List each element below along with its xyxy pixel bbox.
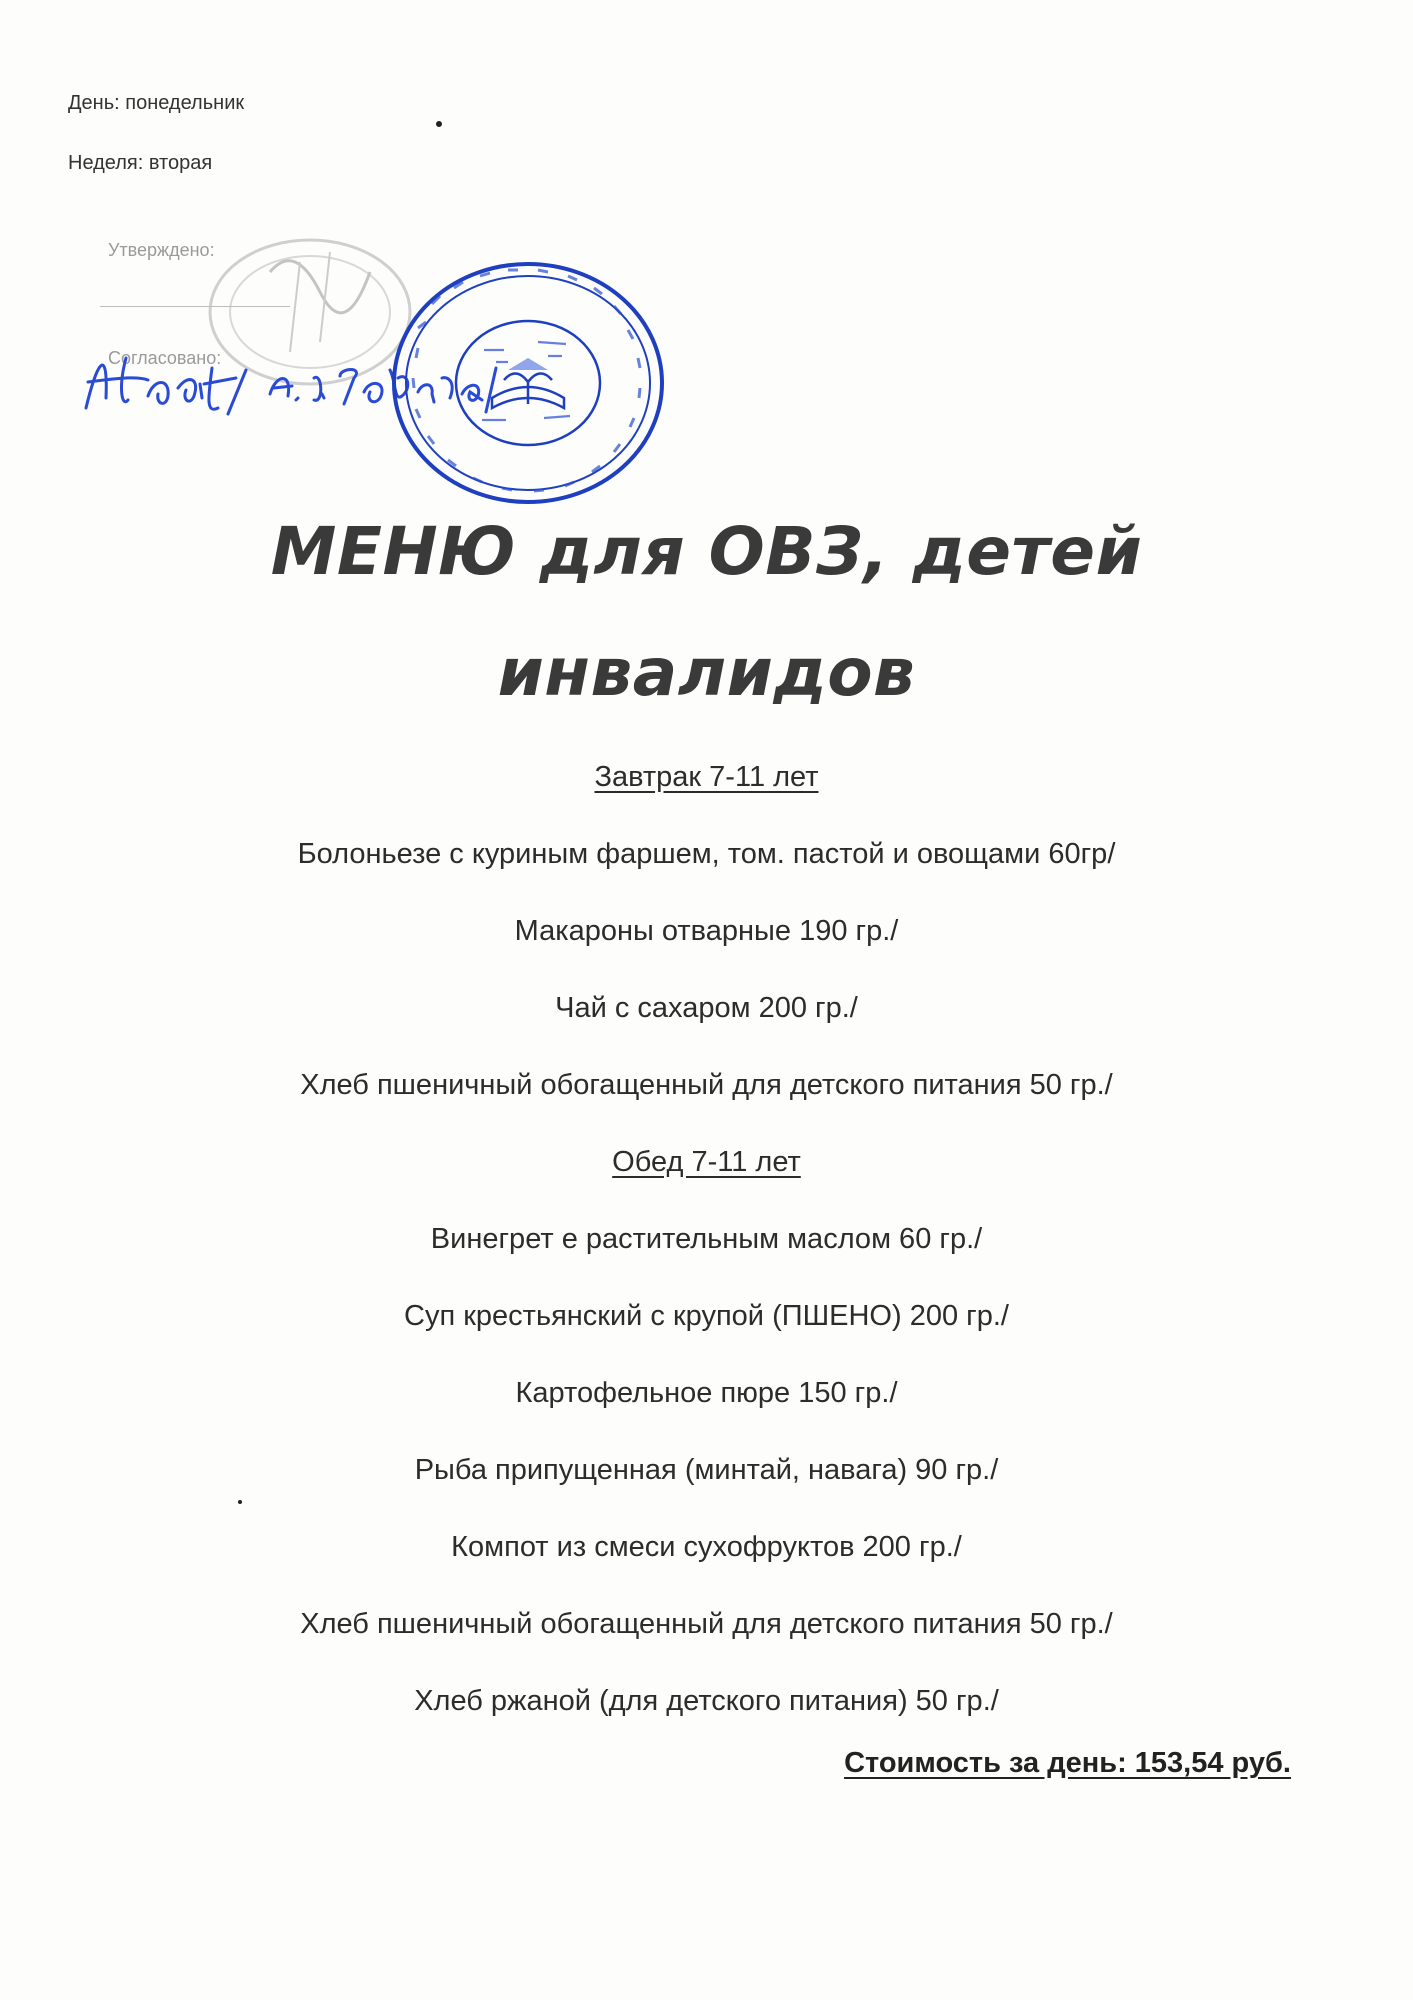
lunch-item: Суп крестьянский с крупой (ПШЕНО) 200 гр./	[404, 1300, 1009, 1332]
week-label: Неделя: вторая	[68, 152, 213, 174]
speck-dot	[436, 121, 442, 127]
speck-dot	[238, 1500, 242, 1504]
menu-title-line-1: МЕНЮ для ОВЗ, детей	[270, 513, 1143, 590]
lunch-item: Винегрет е растительным маслом 60 гр./	[430, 1223, 983, 1255]
breakfast-item: Болоньезе с куриным фаршем, том. пастой и овощами 60гр/	[297, 838, 1116, 870]
lunch-heading: Обед 7-11 лет	[612, 1146, 801, 1178]
agreed-label: Согласовано:	[108, 348, 222, 368]
menu-title-line-2: инвалидов	[497, 634, 916, 711]
breakfast-heading: Завтрак 7-11 лет	[594, 761, 819, 793]
approved-label: Утверждено:	[108, 240, 215, 260]
lunch-item: Картофельное пюре 150 гр./	[515, 1377, 898, 1409]
lunch-item: Хлеб ржаной (для детского питания) 50 гр./	[414, 1685, 999, 1717]
official-stamp	[388, 258, 668, 508]
breakfast-item: Макароны отварные 190 гр./	[514, 915, 899, 947]
lunch-item: Рыба припущенная (минтай, навага) 90 гр./	[414, 1454, 999, 1486]
lunch-item: Компот из смеси сухофруктов 200 гр./	[451, 1531, 962, 1563]
daily-cost: Стоимость за день: 153,54 руб.	[844, 1747, 1291, 1779]
breakfast-item: Чай с сахаром 200 гр./	[555, 992, 858, 1024]
lunch-item: Хлеб пшеничный обогащенный для детского питания 50 гр./	[300, 1608, 1113, 1640]
day-label: День: понедельник	[68, 92, 245, 114]
approval-line	[100, 306, 290, 307]
breakfast-item: Хлеб пшеничный обогащенный для детского питания 50 гр./	[300, 1069, 1113, 1101]
